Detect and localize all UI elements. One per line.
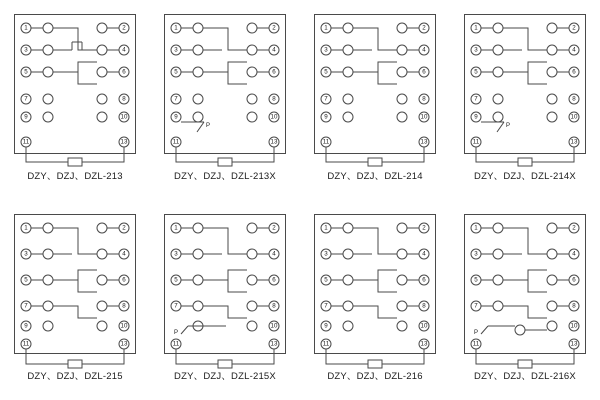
- inner-terminals: [343, 223, 407, 331]
- inner-terminal[interactable]: [547, 275, 557, 285]
- diagram-figure: [464, 14, 586, 154]
- polarity-label: P: [506, 123, 511, 129]
- inner-terminal[interactable]: [193, 301, 203, 311]
- inner-terminal[interactable]: [343, 275, 353, 285]
- diagram-figure: [14, 14, 136, 154]
- inner-terminal[interactable]: [343, 112, 353, 122]
- polarity-label: P: [174, 330, 179, 336]
- left-terminals: [21, 23, 31, 147]
- inner-terminal[interactable]: [97, 94, 107, 104]
- coil-box: [68, 158, 82, 166]
- terminal-label: 4: [272, 46, 276, 54]
- terminal-label: 9: [24, 113, 28, 121]
- inner-terminal[interactable]: [43, 321, 53, 331]
- inner-terminal[interactable]: [547, 94, 557, 104]
- inner-terminal[interactable]: [43, 249, 53, 259]
- coil-wires: [476, 122, 574, 162]
- right-terminals: [269, 23, 279, 147]
- coil-box: [518, 360, 532, 368]
- terminal-label: 2: [272, 24, 276, 32]
- inner-terminal[interactable]: [247, 23, 257, 33]
- terminal-label: 3: [24, 46, 28, 54]
- terminal-label: 5: [324, 276, 328, 284]
- terminal-label: 5: [474, 276, 478, 284]
- inner-terminal[interactable]: [43, 275, 53, 285]
- inner-terminal[interactable]: [343, 45, 353, 55]
- inner-terminal[interactable]: [97, 301, 107, 311]
- terminal-label: 13: [420, 340, 428, 348]
- right-terminals: [119, 223, 129, 349]
- terminal-label: 4: [572, 250, 576, 258]
- inner-terminal[interactable]: [397, 67, 407, 77]
- inner-terminal[interactable]: [247, 112, 257, 122]
- terminal-label: 4: [572, 46, 576, 54]
- right-terminals: [269, 223, 279, 349]
- terminal-label: 6: [272, 68, 276, 76]
- inner-terminal[interactable]: [547, 45, 557, 55]
- diagram-cell-dzl-216x: [450, 200, 600, 400]
- terminal-label: 6: [572, 68, 576, 76]
- terminal-label: 9: [24, 322, 28, 330]
- terminal-label: 11: [172, 340, 180, 348]
- terminal-label: 5: [24, 276, 28, 284]
- inner-terminal[interactable]: [493, 94, 503, 104]
- inner-terminal[interactable]: [193, 45, 203, 55]
- left-terminals: [21, 223, 31, 349]
- right-terminals: [419, 223, 429, 349]
- terminal-label: 1: [174, 224, 178, 232]
- inner-terminal[interactable]: [247, 249, 257, 259]
- terminal-label: 8: [272, 302, 276, 310]
- terminal-label: 4: [122, 250, 126, 258]
- terminal-label: 11: [322, 138, 330, 146]
- left-terminals: [321, 23, 331, 147]
- terminal-label: 11: [172, 138, 180, 146]
- inner-terminal[interactable]: [43, 112, 53, 122]
- diagram-caption: DZY、DZJ、DZL-215X: [174, 371, 276, 382]
- terminal-label: 8: [272, 95, 276, 103]
- inner-terminal[interactable]: [397, 23, 407, 33]
- terminal-label: 2: [122, 224, 126, 232]
- inner-terminal[interactable]: [97, 67, 107, 77]
- inner-terminal[interactable]: [193, 249, 203, 259]
- wiring-svg: [314, 214, 436, 354]
- diagram-figure: [14, 214, 136, 354]
- inner-terminal[interactable]: [515, 325, 525, 335]
- terminal-label: 5: [324, 68, 328, 76]
- terminal-label: 8: [422, 95, 426, 103]
- polarity-label: P: [206, 123, 211, 129]
- terminal-label: 7: [474, 95, 478, 103]
- terminal-label: 2: [572, 24, 576, 32]
- inner-terminal[interactable]: [43, 223, 53, 233]
- terminal-label: 4: [272, 250, 276, 258]
- diagram-figure: [164, 214, 286, 354]
- inner-terminal[interactable]: [97, 249, 107, 259]
- terminal-label: 10: [270, 322, 278, 330]
- terminal-label: 11: [22, 340, 30, 348]
- terminal-label: 5: [24, 68, 28, 76]
- coil-box: [368, 158, 382, 166]
- left-terminals: [321, 223, 331, 349]
- inner-terminal[interactable]: [247, 94, 257, 104]
- inner-terminal[interactable]: [547, 67, 557, 77]
- right-terminals: [569, 223, 579, 349]
- diagram-caption: DZY、DZJ、DZL-214X: [474, 171, 576, 182]
- coil-wires: [176, 122, 274, 162]
- terminal-label: 8: [572, 302, 576, 310]
- inner-terminal[interactable]: [97, 275, 107, 285]
- inner-terminal[interactable]: [343, 23, 353, 33]
- inner-terminal[interactable]: [193, 223, 203, 233]
- terminal-label: 10: [420, 113, 428, 121]
- left-terminals: [471, 23, 481, 147]
- inner-terminal[interactable]: [247, 275, 257, 285]
- inner-terminal[interactable]: [493, 112, 503, 122]
- terminal-label: 8: [122, 302, 126, 310]
- terminal-label: 11: [472, 138, 480, 146]
- terminal-label: 2: [272, 224, 276, 232]
- wiring-svg: [164, 14, 286, 154]
- inner-terminal[interactable]: [193, 112, 203, 122]
- diagram-caption: DZY、DZJ、DZL-213: [27, 171, 123, 182]
- terminal-label: 9: [324, 322, 328, 330]
- terminal-label: 11: [472, 340, 480, 348]
- inner-terminal[interactable]: [547, 301, 557, 311]
- terminal-label: 11: [322, 340, 330, 348]
- terminal-label: 3: [474, 250, 478, 258]
- inner-terminals: [43, 223, 107, 331]
- inner-terminal[interactable]: [493, 223, 503, 233]
- terminal-label: 7: [324, 302, 328, 310]
- terminal-label: 13: [570, 340, 578, 348]
- inner-terminal[interactable]: [193, 275, 203, 285]
- left-terminals: [171, 23, 181, 147]
- inner-terminal[interactable]: [193, 23, 203, 33]
- terminal-label: 6: [572, 276, 576, 284]
- inner-terminals: [493, 223, 557, 335]
- inner-terminal[interactable]: [247, 321, 257, 331]
- right-terminals: [119, 23, 129, 147]
- inner-terminal[interactable]: [343, 223, 353, 233]
- inner-terminal[interactable]: [493, 67, 503, 77]
- terminal-label: 13: [270, 340, 278, 348]
- terminal-label: 2: [122, 24, 126, 32]
- terminal-label: 1: [474, 24, 478, 32]
- inner-terminal[interactable]: [343, 94, 353, 104]
- diagram-cell-dzl-213x: [150, 0, 300, 200]
- wiring-svg: [464, 14, 586, 154]
- terminal-label: 5: [174, 276, 178, 284]
- terminal-label: 13: [270, 138, 278, 146]
- polarity-label: P: [474, 330, 479, 336]
- inner-terminal[interactable]: [493, 23, 503, 33]
- inner-terminal[interactable]: [493, 45, 503, 55]
- wiring-svg: [314, 14, 436, 154]
- terminal-label: 8: [422, 302, 426, 310]
- inner-terminal[interactable]: [547, 23, 557, 33]
- diagram-figure: [164, 14, 286, 154]
- terminal-label: 6: [122, 276, 126, 284]
- inner-terminal[interactable]: [397, 249, 407, 259]
- terminal-label: 7: [174, 302, 178, 310]
- diagram-caption: DZY、DZJ、DZL-216: [327, 371, 423, 382]
- terminal-label: 7: [24, 95, 28, 103]
- right-terminals: [569, 23, 579, 147]
- terminal-label: 9: [474, 113, 478, 121]
- coil-box: [218, 158, 232, 166]
- diagram-figure: [314, 14, 436, 154]
- wiring-svg: [14, 214, 136, 354]
- diagram-figure: [464, 214, 586, 354]
- diagram-cell-dzl-215: [0, 200, 150, 400]
- terminal-label: 10: [420, 322, 428, 330]
- coil-box: [68, 360, 82, 368]
- inner-terminal[interactable]: [397, 94, 407, 104]
- terminal-label: 10: [120, 113, 128, 121]
- terminal-label: 5: [174, 68, 178, 76]
- inner-terminal[interactable]: [43, 67, 53, 77]
- diagram-caption: DZY、DZJ、DZL-213X: [174, 171, 276, 182]
- coil-box: [218, 360, 232, 368]
- wiring-svg: [164, 214, 286, 354]
- coil-box: [518, 158, 532, 166]
- inner-terminal[interactable]: [547, 112, 557, 122]
- terminal-label: 7: [324, 95, 328, 103]
- inner-terminal[interactable]: [397, 301, 407, 311]
- inner-terminal[interactable]: [43, 23, 53, 33]
- inner-terminal[interactable]: [97, 45, 107, 55]
- terminal-label: 7: [174, 95, 178, 103]
- terminal-label: 1: [324, 224, 328, 232]
- terminal-label: 10: [570, 113, 578, 121]
- terminal-label: 4: [422, 250, 426, 258]
- inner-terminal[interactable]: [493, 275, 503, 285]
- wiring-svg: [14, 14, 136, 154]
- terminal-label: 13: [420, 138, 428, 146]
- terminal-label: 9: [174, 113, 178, 121]
- inner-terminal[interactable]: [97, 23, 107, 33]
- terminal-label: 8: [572, 95, 576, 103]
- terminal-label: 1: [24, 224, 28, 232]
- inner-terminal[interactable]: [247, 223, 257, 233]
- terminal-label: 1: [174, 24, 178, 32]
- terminal-label: 4: [422, 46, 426, 54]
- diagram-caption: DZY、DZJ、DZL-216X: [474, 371, 576, 382]
- terminal-label: 3: [174, 250, 178, 258]
- terminal-label: 10: [570, 322, 578, 330]
- inner-terminal[interactable]: [493, 249, 503, 259]
- terminal-label: 6: [422, 68, 426, 76]
- terminal-label: 13: [120, 138, 128, 146]
- terminal-label: 10: [270, 113, 278, 121]
- terminal-label: 2: [422, 224, 426, 232]
- inner-terminal[interactable]: [343, 301, 353, 311]
- inner-terminal[interactable]: [343, 67, 353, 77]
- inner-terminal[interactable]: [193, 67, 203, 77]
- terminal-label: 1: [24, 24, 28, 32]
- diagram-cell-dzl-214: [300, 0, 450, 200]
- inner-terminal[interactable]: [97, 112, 107, 122]
- diagram-figure: [314, 214, 436, 354]
- inner-terminal[interactable]: [247, 45, 257, 55]
- diagram-cell-dzl-216: [300, 200, 450, 400]
- terminal-label: 5: [474, 68, 478, 76]
- terminal-label: 2: [422, 24, 426, 32]
- inner-terminal[interactable]: [247, 301, 257, 311]
- terminal-label: 3: [324, 46, 328, 54]
- inner-terminal[interactable]: [397, 45, 407, 55]
- inner-terminal[interactable]: [547, 249, 557, 259]
- terminal-label: 6: [422, 276, 426, 284]
- inner-terminal[interactable]: [397, 321, 407, 331]
- terminal-label: 3: [474, 46, 478, 54]
- terminal-label: 6: [122, 68, 126, 76]
- inner-terminal[interactable]: [43, 45, 53, 55]
- terminal-label: 4: [122, 46, 126, 54]
- inner-terminal[interactable]: [397, 223, 407, 233]
- terminal-label: 2: [572, 224, 576, 232]
- right-terminals: [419, 23, 429, 147]
- terminal-label: 11: [22, 138, 30, 146]
- diagram-cell-dzl-214x: [450, 0, 600, 200]
- terminal-label: 1: [324, 24, 328, 32]
- inner-terminal[interactable]: [247, 67, 257, 77]
- inner-terminal[interactable]: [343, 321, 353, 331]
- wiring-svg: [464, 214, 586, 354]
- inner-terminal[interactable]: [397, 112, 407, 122]
- diagram-caption: DZY、DZJ、DZL-214: [327, 171, 423, 182]
- terminal-label: 9: [324, 113, 328, 121]
- inner-terminal[interactable]: [43, 301, 53, 311]
- terminal-label: 7: [24, 302, 28, 310]
- coil-box: [368, 360, 382, 368]
- diagram-caption: DZY、DZJ、DZL-215: [27, 371, 123, 382]
- terminal-label: 8: [122, 95, 126, 103]
- terminal-label: 3: [324, 250, 328, 258]
- inner-terminal[interactable]: [397, 275, 407, 285]
- terminal-label: 13: [120, 340, 128, 348]
- inner-terminals: [193, 223, 257, 331]
- terminal-label: 6: [272, 276, 276, 284]
- diagram-cell-dzl-215x: [150, 200, 300, 400]
- terminal-label: 7: [474, 302, 478, 310]
- inner-terminal[interactable]: [343, 249, 353, 259]
- inner-terminal[interactable]: [547, 321, 557, 331]
- inner-terminal[interactable]: [97, 321, 107, 331]
- coil-wires: [176, 326, 274, 364]
- inner-terminal[interactable]: [547, 223, 557, 233]
- inner-terminal[interactable]: [493, 301, 503, 311]
- inner-terminal[interactable]: [43, 94, 53, 104]
- terminal-label: 3: [24, 250, 28, 258]
- inner-terminal[interactable]: [97, 223, 107, 233]
- diagram-cell-dzl-213: [0, 0, 150, 200]
- terminal-label: 1: [474, 224, 478, 232]
- inner-terminal[interactable]: [193, 94, 203, 104]
- terminal-label: 10: [120, 322, 128, 330]
- terminal-label: 3: [174, 46, 178, 54]
- terminal-label: 13: [570, 138, 578, 146]
